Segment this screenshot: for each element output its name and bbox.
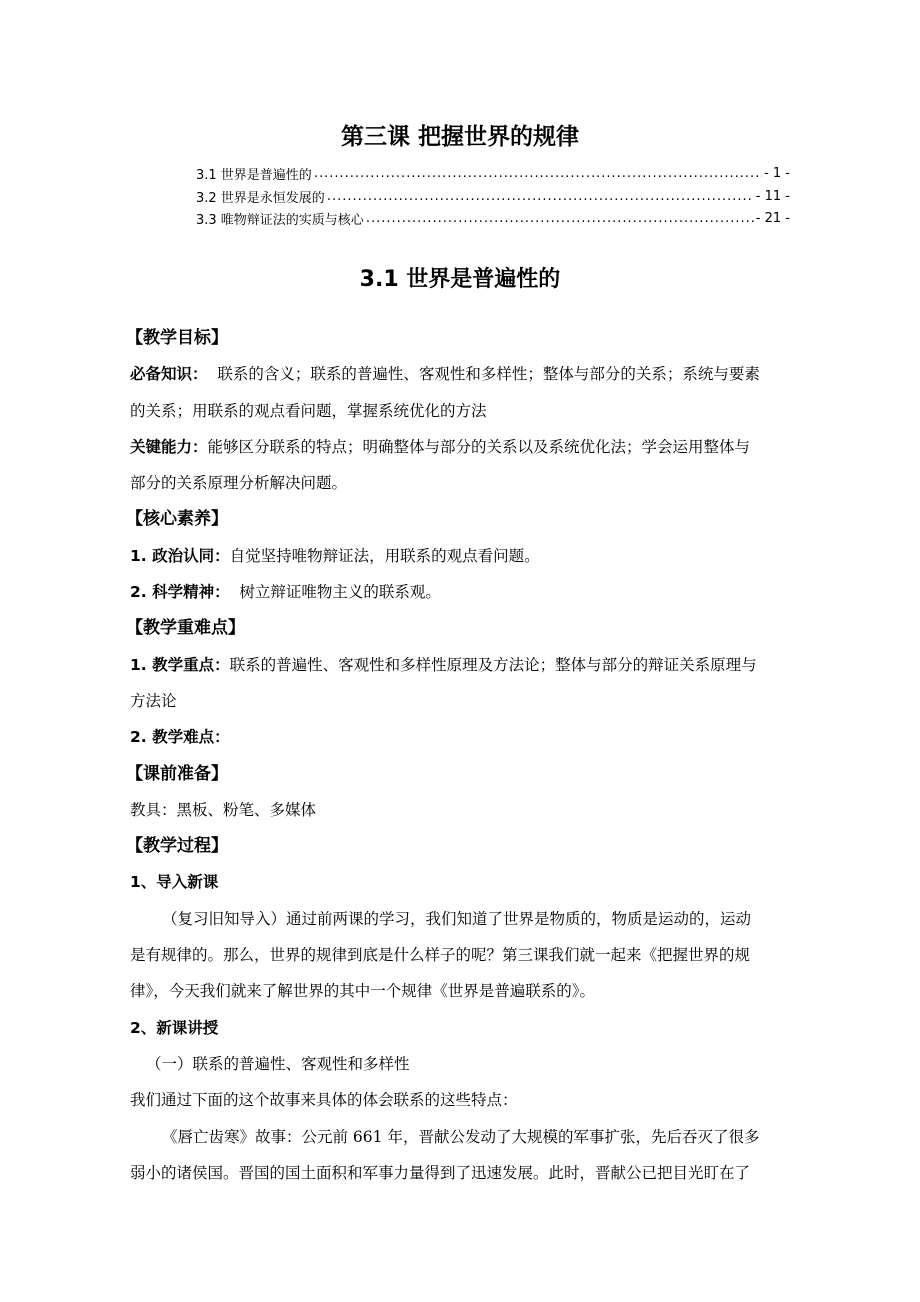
keypoint-text: 联系的普遍性、客观性和多样性原理及方法论；整体与部分的辩证关系原理与 — [229, 655, 757, 674]
toc-entry-label[interactable]: 3.1 世界是普遍性的 — [196, 167, 312, 183]
document-title: 第三课 把握世界的规律 — [340, 124, 579, 150]
knowledge-text: 联系的含义；联系的普遍性、客观性和多样性；整体与部分的关系；系统与要素 — [207, 365, 760, 384]
story-intro: 我们通过下面的这个故事来具体的体会联系的这些特点： — [130, 1091, 518, 1110]
story-paragraph-cont: 弱小的诸侯国。晋国的国土面积和军事力量得到了迅速发展。此时，晋献公已把目光盯在了 — [130, 1163, 751, 1182]
knowledge-text-cont: 的关系；用联系的观点看问题，掌握系统优化的方法 — [130, 401, 487, 420]
keypoint-label: 1. 教学重点： — [130, 655, 230, 674]
literacy-heading: 【核心素养】 — [126, 509, 228, 530]
keypoint-label: 2. 教学难点： — [130, 728, 230, 747]
toc-entry[interactable] — [196, 207, 790, 230]
literacy-item-label: 2. 科学精神： — [130, 583, 230, 602]
toc-entry-page: - 11 - — [755, 188, 790, 204]
process-heading: 【教学过程】 — [126, 836, 228, 857]
toc-leader — [314, 166, 762, 181]
prep-text: 教具：黑板、粉笔、多媒体 — [130, 800, 317, 819]
ability-text: 能够区分联系的特点；明确整体与部分的关系以及系统优化法；学会运用整体与 — [207, 437, 751, 456]
table-of-contents — [196, 162, 790, 230]
literacy-item-label: 1. 政治认同： — [130, 546, 230, 565]
knowledge-line — [130, 356, 810, 392]
keypoint-item — [130, 719, 810, 755]
section-title: 3.1 世界是普遍性的 — [359, 267, 561, 292]
toc-entry-label[interactable]: 3.3 唯物辩证法的实质与核心 — [196, 213, 364, 229]
toc-entry-page: - 21 - — [755, 211, 790, 227]
toc-entry-label[interactable]: 3.2 世界是永恒发展的 — [196, 190, 325, 206]
prep-heading: 【课前准备】 — [126, 763, 228, 784]
knowledge-label: 必备知识： — [130, 365, 208, 384]
literacy-item-text: 自觉坚持唯物辩证法，用联系的观点看问题。 — [229, 546, 540, 565]
ability-label: 关键能力： — [130, 437, 208, 456]
keypoints-heading: 【教学重难点】 — [126, 618, 245, 639]
keypoint-text-cont: 方法论 — [130, 691, 177, 710]
intro-paragraph-cont: 是有规律的。那么，世界的规律到底是什么样子的呢？第三课我们就一起来《把握世界的规 — [130, 946, 751, 965]
literacy-item-text: 树立辩证唯物主义的联系观。 — [229, 583, 441, 602]
ability-text-cont: 部分的关系原理分析解决问题。 — [130, 474, 348, 493]
toc-entry-page: - 1 - — [764, 165, 790, 181]
ability-line — [130, 429, 810, 465]
literacy-item — [130, 538, 810, 574]
subsection-heading: （一）联系的普遍性、客观性和多样性 — [146, 1054, 410, 1073]
document-body — [126, 320, 810, 1191]
literacy-item — [130, 574, 810, 610]
toc-leader — [366, 211, 754, 226]
story-paragraph: 《唇亡齿寒》故事：公元前 661 年，晋献公发动了大规模的军事扩张，先后吞灭了很多 — [162, 1127, 760, 1146]
step-heading: 1、导入新课 — [130, 873, 219, 892]
toc-entry[interactable] — [196, 162, 790, 185]
step-heading: 2、新课讲授 — [130, 1018, 219, 1037]
intro-paragraph: （复习旧知导入）通过前两课的学习，我们知道了世界是物质的，物质是运动的，运动 — [162, 909, 752, 928]
intro-paragraph-cont: 律》，今天我们就来了解世界的其中一个规律《世界是普遍联系的》。 — [130, 982, 596, 1001]
toc-entry[interactable] — [196, 185, 790, 208]
goals-heading: 【教学目标】 — [126, 328, 228, 348]
toc-leader — [327, 189, 754, 204]
keypoint-item — [130, 647, 810, 683]
